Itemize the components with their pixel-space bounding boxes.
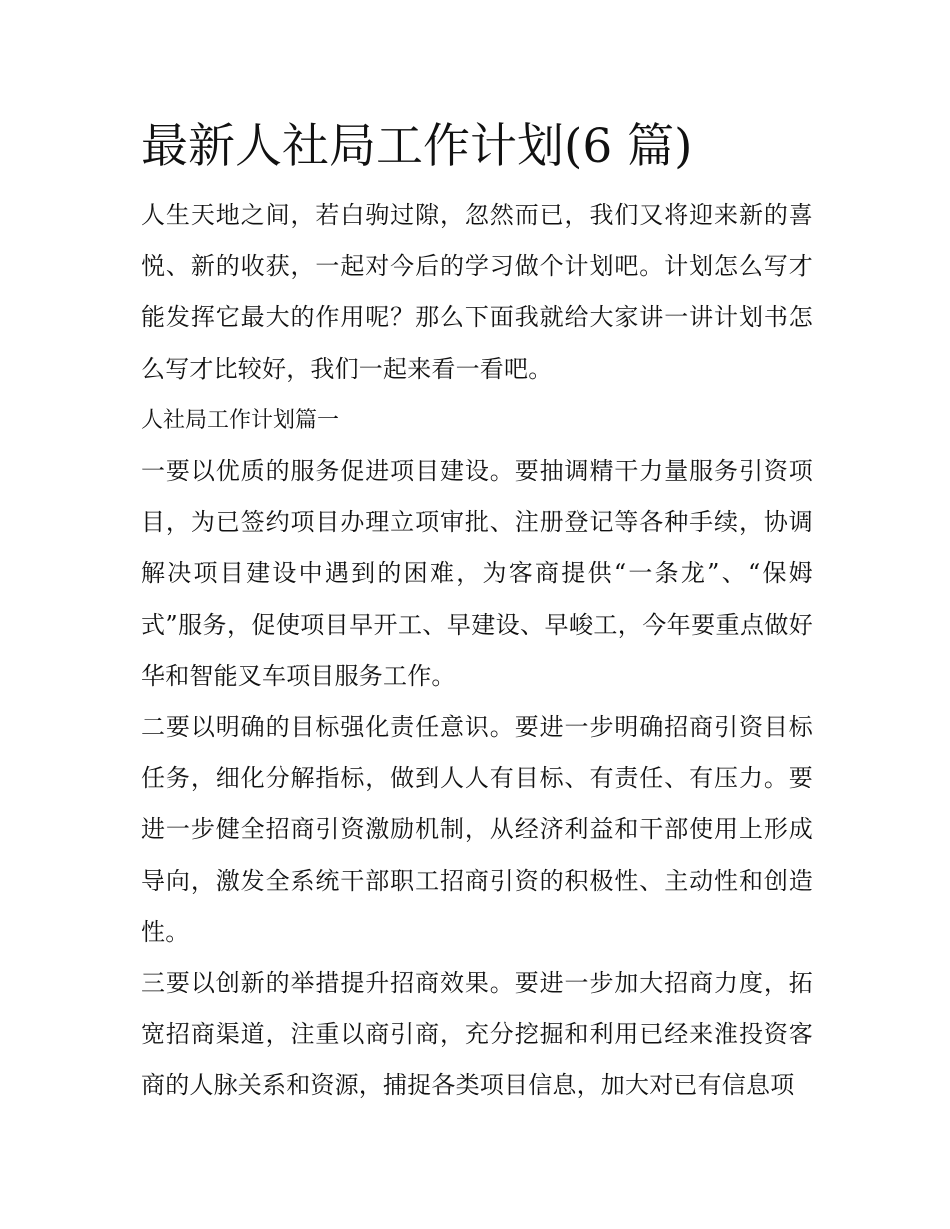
body-paragraph: 一要以优质的服务促进项目建设。要抽调精干力量服务引资项目，为已签约项目办理立项审批、注册登记等各种手续，协调解决项目建设中遇到的困难，为客商提供“一条龙”、“保姆式”服务，促使项目早开工、早建设、早峻工，今年要重点做好华和智能叉车项目服务工作。 [141, 457, 813, 690]
document-title: 最新人社局工作计划(6 篇) [141, 119, 693, 174]
body-paragraph: 三要以创新的举措提升招商效果。要进一步加大招商力度，拓宽招商渠道，注重以商引商，充分挖掘和利用已经来淮投资客商的人脉关系和资源，捕捉各类项目信息，加大对已有信息项 [141, 969, 813, 1100]
section-heading: 人社局工作计划篇一 [141, 407, 340, 433]
intro-paragraph: 人生天地之间，若白驹过隙，忽然而已，我们又将迎来新的喜悦、新的收获，一起对今后的学习做个计划吧。计划怎么写才能发挥它最大的作用呢？那么下面我就给大家讲一讲计划书怎么写才比较好，我们一起来看一看吧。 [141, 201, 813, 383]
document-body [141, 112, 813, 1112]
body-paragraph: 二要以明确的目标强化责任意识。要进一步明确招商引资目标任务，细化分解指标，做到人人有目标、有责任、有压力。要进一步健全招商引资激励机制，从经济利益和干部使用上形成导向，激发全系统干部职工招商引资的积极性、主动性和创造性。 [141, 713, 813, 946]
